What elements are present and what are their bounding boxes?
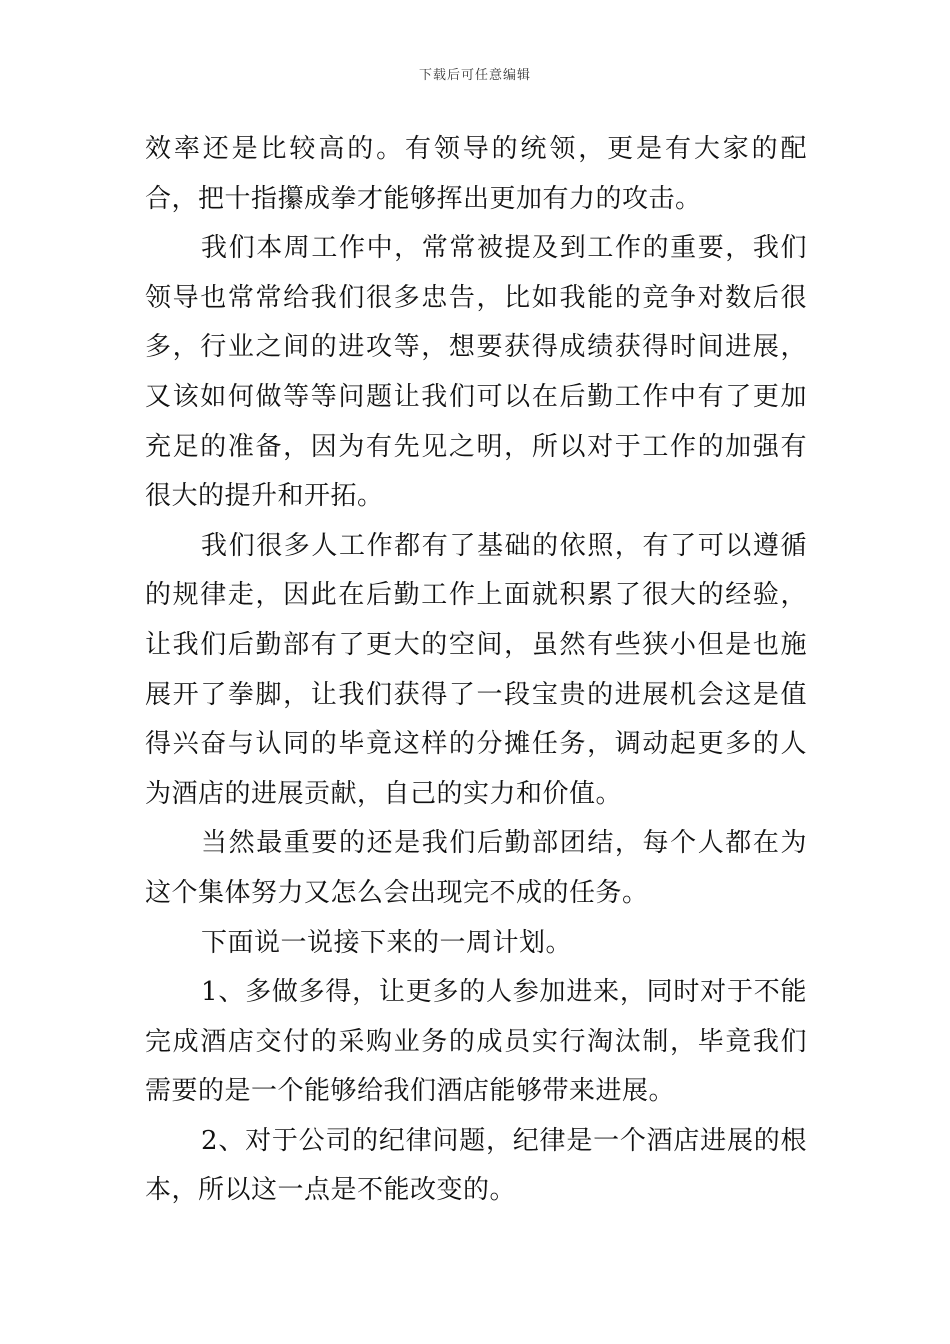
paragraph-5: 下面说一说接下来的一周计划。	[201, 927, 573, 958]
paragraph-3: 我们很多人工作都有了基础的依照，有了可以遵循的规律走，因此在后勤工作上面就积累了很大的经验，让我们后勤部有了更大的空间，虽然有些狭小但是也施展开了拳脚，让我们获得了一段宝贵的进展机会这是值得兴奋与认同的毕竟这样的分摊任务，调动起更多的人为酒店的进展贡献，自己的实力和价值。	[145, 530, 807, 809]
page-header: 下载后可任意编辑	[418, 68, 531, 83]
paragraph-7: 2、对于公司的纪律问题，纪律是一个酒店进展的根本，所以这一点是不能改变的。	[145, 1125, 807, 1206]
paragraph-1: 效率还是比较高的。有领导的统领，更是有大家的配合，把十指攥成拳才能够挥出更加有力的攻击。	[145, 134, 807, 214]
paragraph-2: 我们本周工作中，常常被提及到工作的重要，我们领导也常常给我们很多忠告，比如我能的竞争对数后很多，行业之间的进攻等，想要获得成绩获得时间进展，又该如何做等等问题让我们可以在后勤工作中有了更加充足的准备，因为有先见之明，所以对于工作的加强有很大的提升和开拓。	[145, 233, 807, 512]
paragraph-4: 当然最重要的还是我们后勤部团结，每个人都在为这个集体努力又怎么会出现完不成的任务。	[145, 828, 807, 908]
document-body	[145, 125, 807, 1216]
paragraph-6: 1、多做多得，让更多的人参加进来，同时对于不能完成酒店交付的采购业务的成员实行淘汰制，毕竟我们需要的是一个能够给我们酒店能够带来进展。	[145, 977, 807, 1107]
